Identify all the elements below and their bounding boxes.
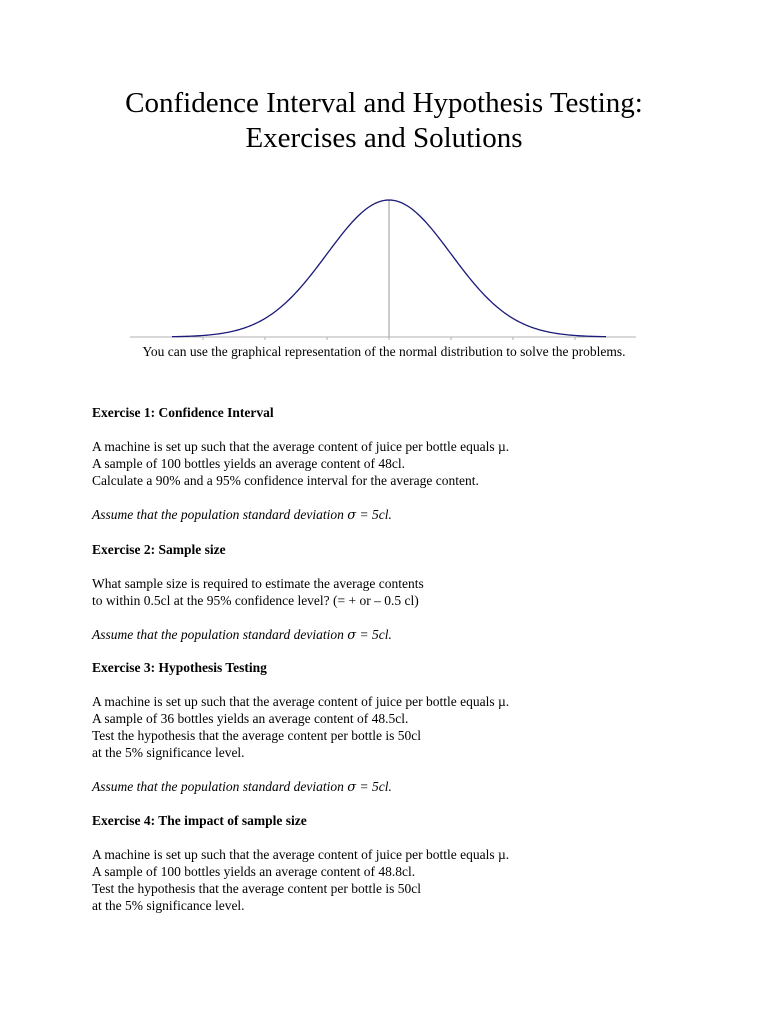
exercise-1-assumption	[92, 506, 509, 524]
exercise-3-line-4: at the 5% significance level.	[92, 745, 245, 760]
figure-caption: You can use the graphical representation of the normal distribution to solve the problems.	[142, 344, 626, 359]
exercise-4-heading: Exercise 4: The impact of sample size	[92, 813, 307, 828]
assumption-text: Assume that the population standard deviation	[92, 627, 344, 642]
exercise-2-assumption	[92, 626, 424, 644]
exercise-4-line-2: A sample of 100 bottles yields an average content of 48.8cl.	[92, 864, 416, 879]
exercise-3-line-1: A machine is set up such that the average content of juice per bottle equals µ.	[92, 694, 510, 709]
assumption-value: = 5cl.	[359, 627, 392, 642]
exercise-3-assumption	[92, 778, 509, 796]
exercise-2-heading: Exercise 2: Sample size	[92, 542, 226, 557]
assumption-text: Assume that the population standard deviation	[92, 507, 344, 522]
exercise-2-line-1: What sample size is required to estimate the average contents	[92, 576, 424, 591]
title-line-2: Exercises and Solutions	[245, 122, 523, 154]
exercise-1-heading: Exercise 1: Confidence Interval	[92, 405, 274, 420]
exercise-2-line-2: to within 0.5cl at the 95% confidence level? (= + or – 0.5 cl)	[92, 593, 419, 608]
exercise-4-line-3: Test the hypothesis that the average content per bottle is 50cl	[92, 881, 421, 896]
normal-distribution-chart	[128, 190, 638, 350]
exercise-1-line-3: Calculate a 90% and a 95% confidence interval for the average content.	[92, 473, 479, 488]
exercise-1-line-1: A machine is set up such that the average content of juice per bottle equals µ.	[92, 439, 510, 454]
exercise-1-line-2: A sample of 100 bottles yields an average content of 48cl.	[92, 456, 406, 471]
exercise-2	[92, 541, 424, 644]
exercise-1	[92, 404, 509, 524]
page-title	[0, 86, 768, 156]
exercise-3	[92, 659, 509, 796]
exercise-4	[92, 812, 509, 914]
exercise-3-line-3: Test the hypothesis that the average content per bottle is 50cl	[92, 728, 421, 743]
sigma-symbol: σ	[347, 780, 357, 795]
exercise-4-line-4: at the 5% significance level.	[92, 898, 245, 913]
sigma-symbol: σ	[347, 628, 357, 643]
assumption-text: Assume that the population standard deviation	[92, 779, 344, 794]
sigma-symbol: σ	[347, 508, 357, 523]
title-line-1: Confidence Interval and Hypothesis Testing:	[125, 87, 643, 119]
assumption-value: = 5cl.	[359, 507, 392, 522]
exercise-3-line-2: A sample of 36 bottles yields an average content of 48.5cl.	[92, 711, 409, 726]
exercise-4-line-1: A machine is set up such that the average content of juice per bottle equals µ.	[92, 847, 510, 862]
exercise-3-heading: Exercise 3: Hypothesis Testing	[92, 660, 267, 675]
assumption-value: = 5cl.	[359, 779, 392, 794]
